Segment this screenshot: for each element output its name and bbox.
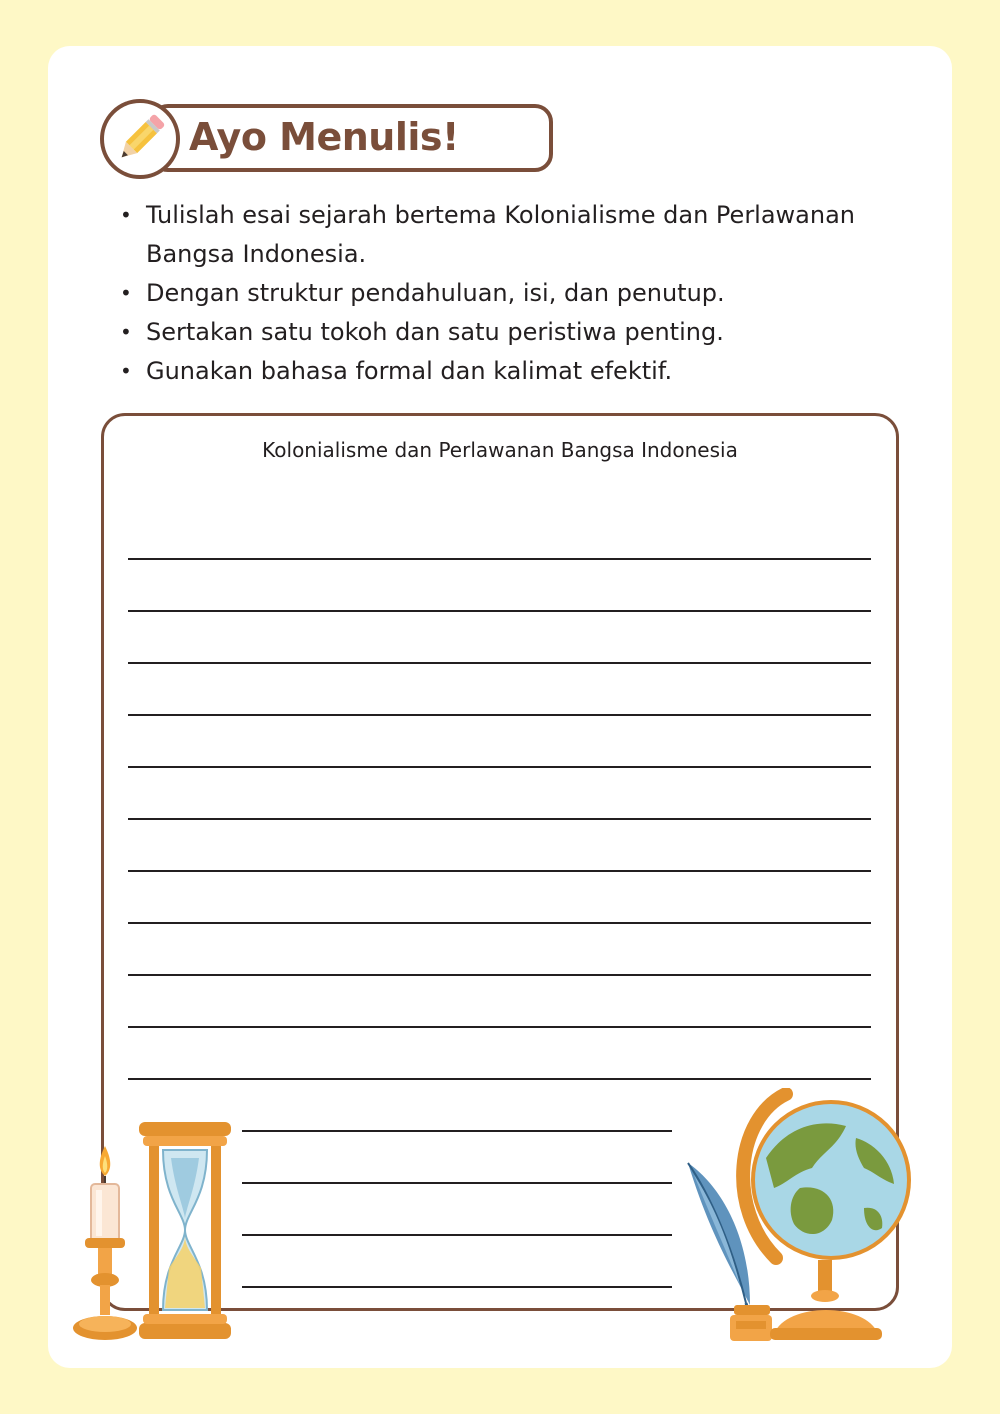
writing-line-short[interactable]: [242, 1130, 672, 1132]
instruction-item: • Dengan struktur pendahuluan, isi, dan penutup.: [118, 274, 908, 313]
writing-line[interactable]: [128, 610, 871, 612]
writing-line[interactable]: [128, 922, 871, 924]
globe-icon: [726, 1088, 911, 1347]
instruction-item: • Sertakan satu tokoh dan satu peristiwa penting.: [118, 313, 908, 352]
page-title: Ayo Menulis!: [189, 115, 459, 159]
writing-line[interactable]: [128, 766, 871, 768]
instruction-item: • Gunakan bahasa formal dan kalimat efektif.: [118, 352, 908, 391]
writing-line[interactable]: [128, 558, 871, 560]
writing-line[interactable]: [128, 714, 871, 716]
writing-line[interactable]: [128, 1078, 871, 1080]
writing-line-short[interactable]: [242, 1286, 672, 1288]
essay-title: Kolonialisme dan Perlawanan Bangsa Indonesia: [262, 438, 738, 462]
writing-line-short[interactable]: [242, 1182, 672, 1184]
writing-line[interactable]: [128, 1026, 871, 1028]
writing-line[interactable]: [128, 662, 871, 664]
writing-line-short[interactable]: [242, 1234, 672, 1236]
candle-icon: [70, 1140, 140, 1349]
pencil-icon: [100, 99, 180, 179]
writing-line[interactable]: [128, 974, 871, 976]
writing-line[interactable]: [128, 818, 871, 820]
instruction-list: [118, 196, 908, 391]
instruction-item: • Tulislah esai sejarah bertema Kolonialisme dan Perlawanan Bangsa Indonesia.: [118, 196, 908, 274]
hourglass-icon: [135, 1118, 235, 1347]
writing-line[interactable]: [128, 870, 871, 872]
